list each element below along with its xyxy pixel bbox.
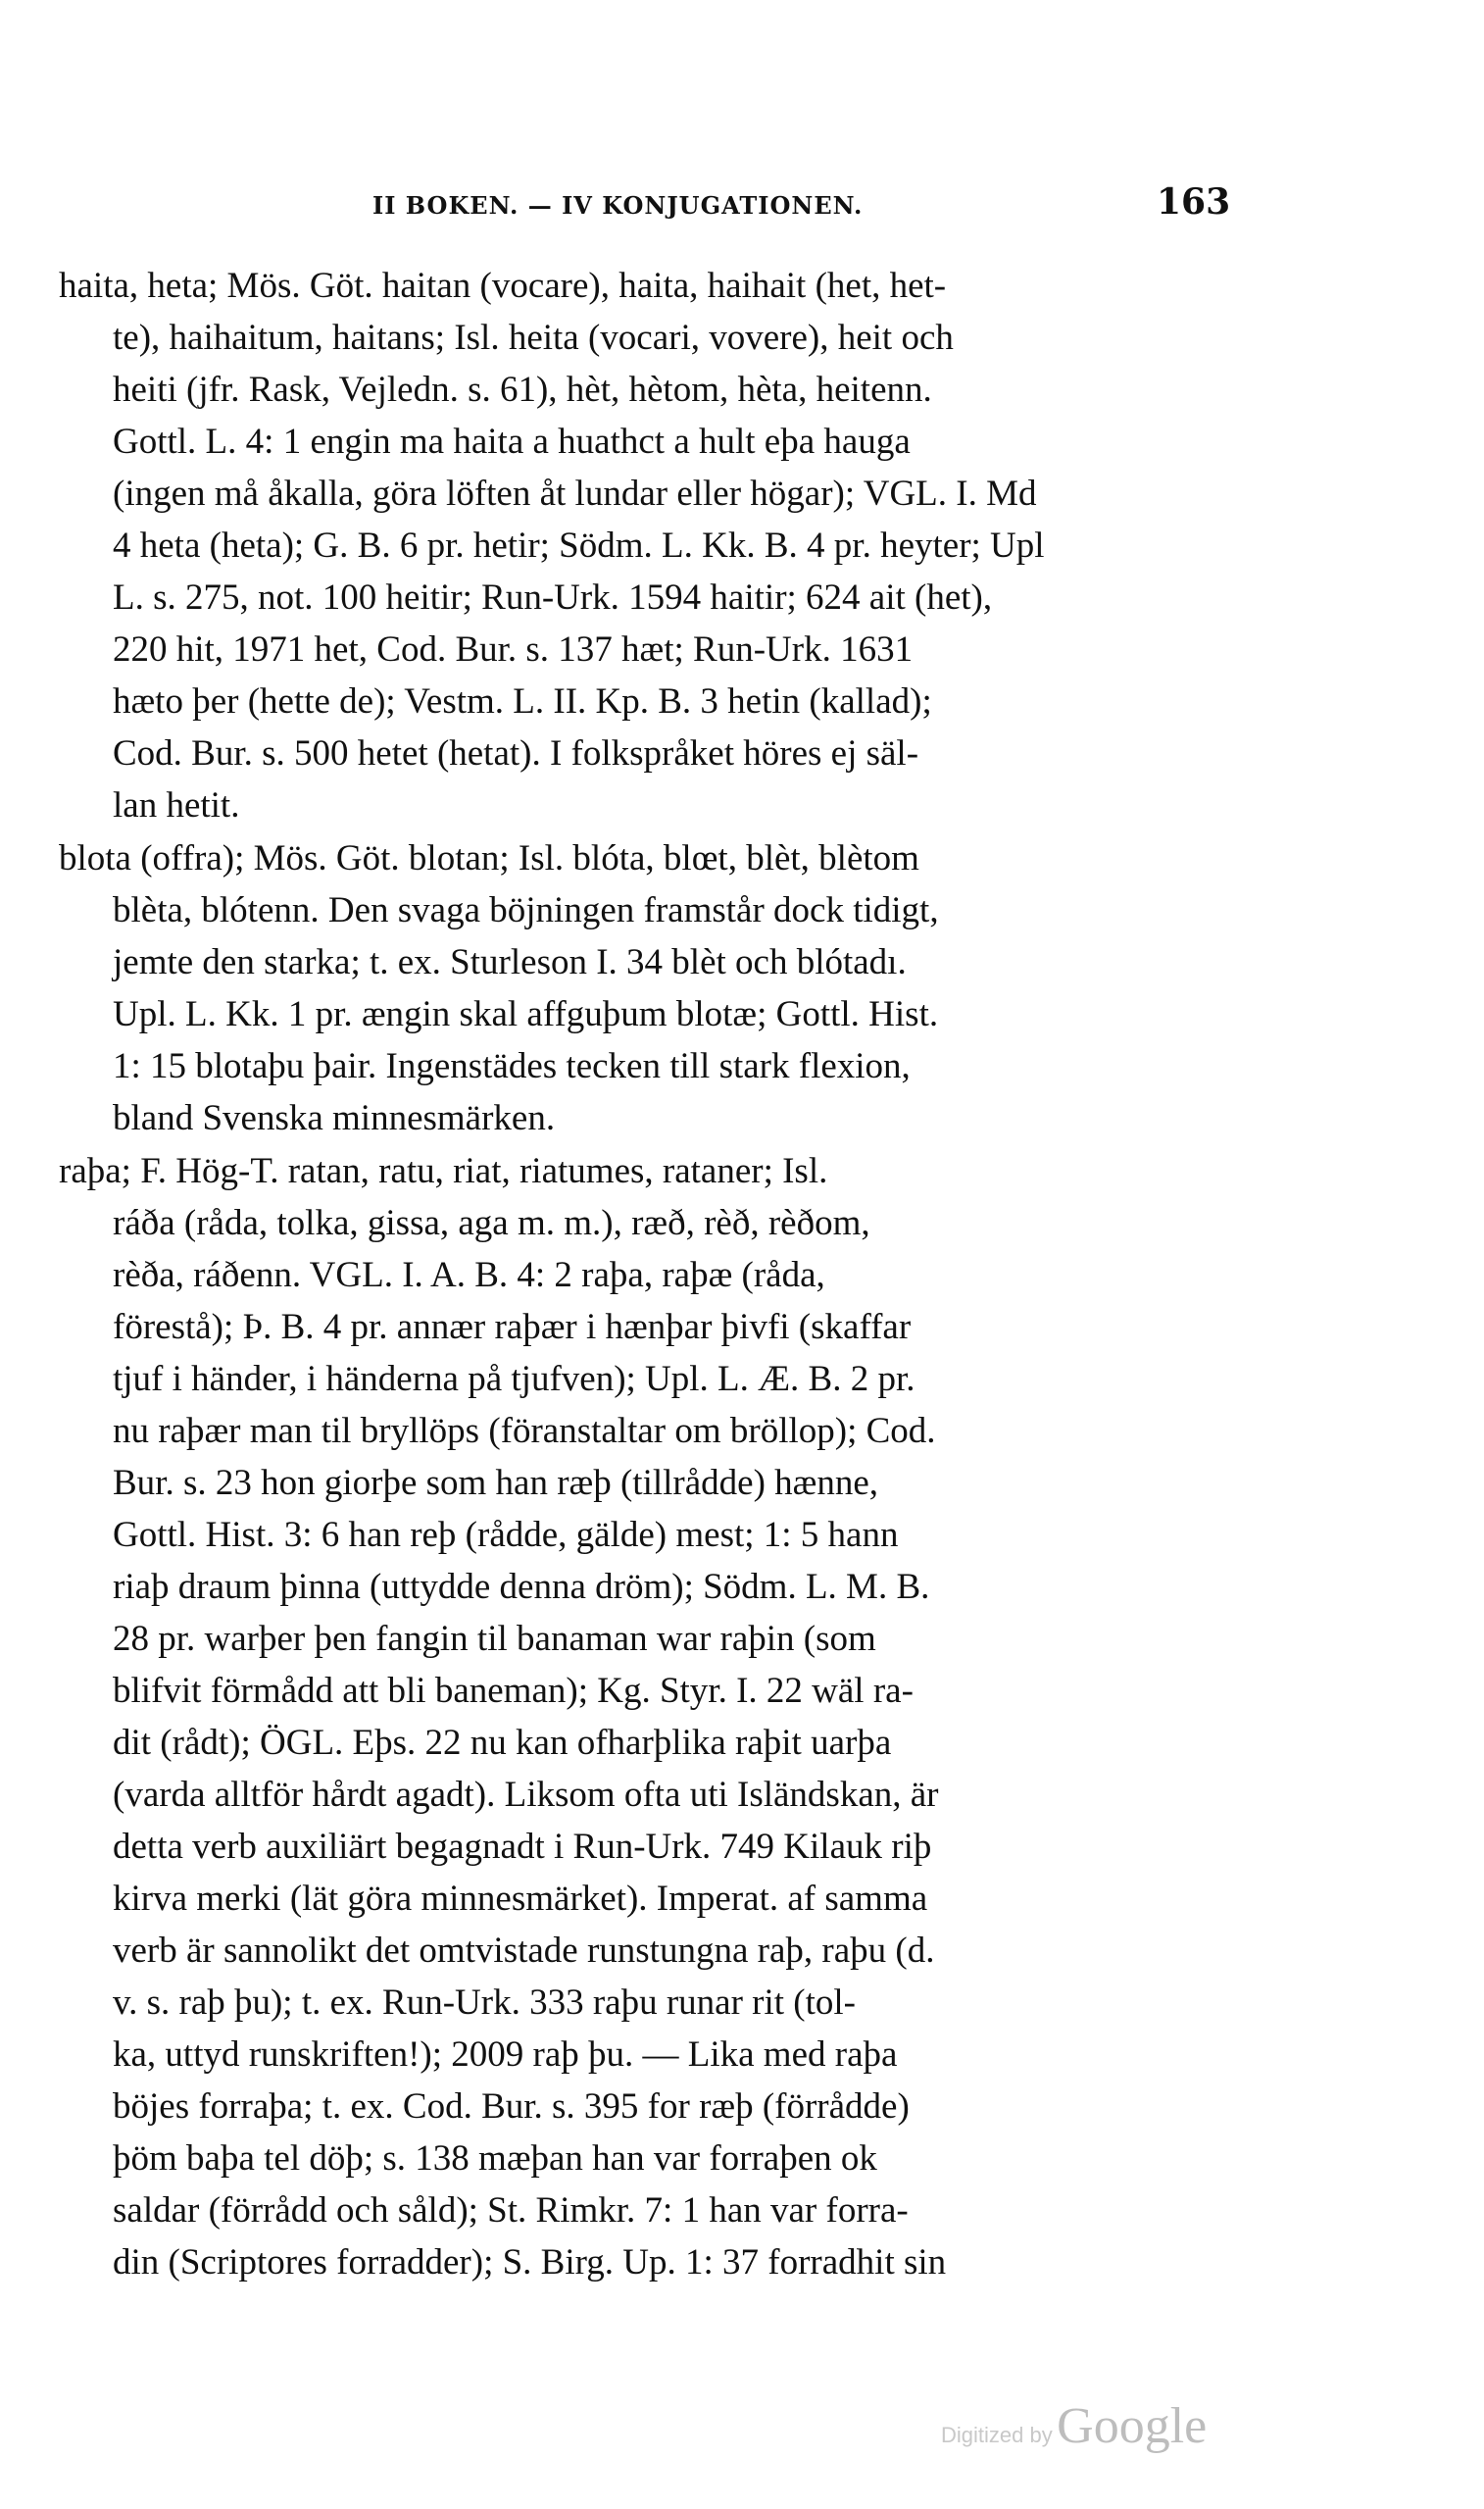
text-line: kirva merki (lät göra minnesmärket). Imperat. af samma <box>113 1879 928 1919</box>
digitized-watermark <box>941 2397 1207 2455</box>
page-header <box>0 181 1484 240</box>
text-line: hæto þer (hette de); Vestm. L. II. Kp. B. 3 hetin (kallad); <box>113 681 932 722</box>
text-line: L. s. 275, not. 100 heitir; Run-Urk. 1594 haitir; 624 ait (het), <box>113 577 993 618</box>
text-line: Upl. L. Kk. 1 pr. ængin skal affguþum blotæ; Gottl. Hist. <box>113 994 939 1034</box>
running-head: II BOKEN. — IV KONJUGATIONEN. <box>372 191 864 220</box>
text-line: Bur. s. 23 hon giorþe som han ræþ (tillrådde) hænne, <box>113 1463 879 1503</box>
text-line: verb är sannolikt det omtvistade runstungna raþ, raþu (d. <box>113 1931 935 1971</box>
text-line: rèða, ráðenn. VGL. I. A. B. 4: 2 raþa, raþæ (råda, <box>113 1255 825 1295</box>
text-line: þöm baþa tel döþ; s. 138 mæþan han var forraþen ok <box>113 2138 877 2179</box>
text-line: saldar (förrådd och såld); St. Rimkr. 7: 1 han var forra- <box>113 2190 909 2231</box>
text-line: nu raþær man til bryllöps (föranstaltar om bröllop); Cod. <box>113 1411 936 1451</box>
text-line: Gottl. L. 4: 1 engin ma haita a huathct a hult eþa hauga <box>113 422 911 462</box>
text-line: böjes forraþa; t. ex. Cod. Bur. s. 395 for ræþ (förrådde) <box>113 2086 910 2127</box>
text-line: lan hetit. <box>113 785 240 826</box>
text-line: riaþ draum þinna (uttydde denna dröm); Södm. L. M. B. <box>113 1567 930 1607</box>
text-line: 28 pr. warþer þen fangin til banaman war raþin (som <box>113 1619 876 1659</box>
text-line: detta verb auxiliärt begagnadt i Run-Urk. 749 Kilauk riþ <box>113 1827 932 1867</box>
text-line: tjuf i händer, i händerna på tjufven); Upl. L. Æ. B. 2 pr. <box>113 1359 915 1399</box>
text-line: raþa; F. Hög-T. ratan, ratu, riat, riatumes, rataner; Isl. <box>59 1151 828 1191</box>
text-line: jemte den starka; t. ex. Sturleson I. 34 blèt och blótadı. <box>113 942 907 982</box>
text-line: 4 heta (heta); G. B. 6 pr. hetir; Södm. L. Kk. B. 4 pr. heyter; Upl <box>113 526 1045 566</box>
text-line: 1: 15 blotaþu þair. Ingenstädes tecken till stark flexion, <box>113 1046 911 1086</box>
text-line: blota (offra); Mös. Göt. blotan; Isl. blóta, blœt, blèt, blètom <box>59 838 919 878</box>
text-line: ka, uttyd runskriften!); 2009 raþ þu. — Lika med raþa <box>113 2034 898 2075</box>
text-line: dit (rådt); ÖGL. Eþs. 22 nu kan ofharþlika raþit uarþa <box>113 1723 892 1763</box>
text-line: blifvit förmådd att bli baneman); Kg. Styr. I. 22 wäl ra- <box>113 1671 914 1711</box>
text-line: blèta, blótenn. Den svaga böjningen framstår dock tidigt, <box>113 890 939 930</box>
text-line: ráða (råda, tolka, gissa, aga m. m.), ræð, rèð, rèðom, <box>113 1203 870 1243</box>
text-line: te), haihaitum, haitans; Isl. heita (vocari, vovere), heit och <box>113 318 954 358</box>
text-line: Cod. Bur. s. 500 hetet (hetat). I folkspråket höres ej säl- <box>113 733 919 774</box>
text-line: heiti (jfr. Rask, Vejledn. s. 61), hèt, hètom, hèta, heitenn. <box>113 370 932 410</box>
google-wordmark: Google <box>1057 2398 1208 2454</box>
text-line: haita, heta; Mös. Göt. haitan (vocare), haita, haihait (het, het- <box>59 266 947 306</box>
text-line: förestå); Þ. B. 4 pr. annær raþær i hænþar þivfi (skaffar <box>113 1307 912 1347</box>
text-line: Gottl. Hist. 3: 6 han reþ (rådde, gälde) mest; 1: 5 hann <box>113 1515 899 1555</box>
text-line: 220 hit, 1971 het, Cod. Bur. s. 137 hæt; Run-Urk. 1631 <box>113 629 914 670</box>
text-line: (varda alltför hårdt agadt). Liksom ofta uti Isländskan, är <box>113 1775 939 1815</box>
text-line: din (Scriptores forradder); S. Birg. Up. 1: 37 forradhit sin <box>113 2242 947 2283</box>
text-line: v. s. raþ þu); t. ex. Run-Urk. 333 raþu runar rit (tol- <box>113 1982 856 2023</box>
text-line: bland Svenska minnesmärken. <box>113 1098 556 1138</box>
digitized-by-text: Digitized by <box>941 2423 1053 2447</box>
page-number: 163 <box>1157 181 1231 223</box>
text-line: (ingen må åkalla, göra löften åt lundar eller högar); VGL. I. Md <box>113 474 1037 514</box>
